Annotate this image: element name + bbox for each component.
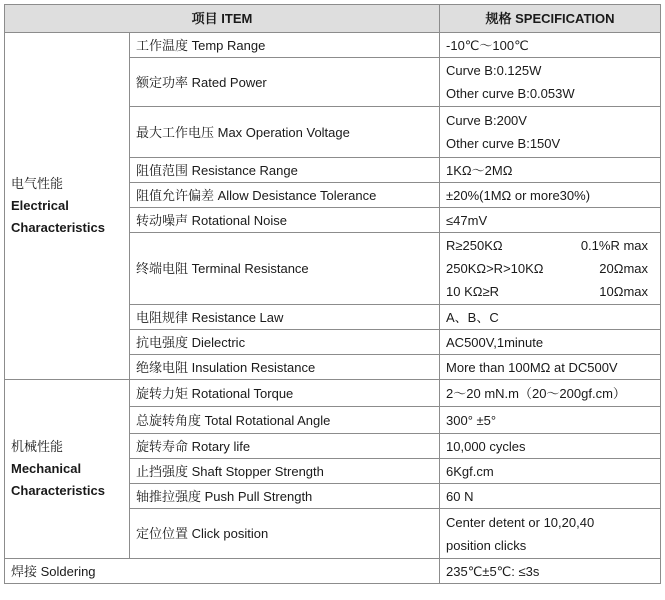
- spec-line: Other curve B:150V: [446, 136, 561, 151]
- item-cell: 轴推拉强度 Push Pull Strength: [130, 484, 440, 509]
- spec-cell: [440, 58, 661, 107]
- spec-cell: [440, 509, 661, 559]
- item-cell: 工作温度 Temp Range: [130, 33, 440, 58]
- item-cell: 额定功率 Rated Power: [130, 58, 440, 107]
- category-en: Mechanical: [11, 461, 82, 476]
- item-cell: 阻值范围 Resistance Range: [130, 158, 440, 183]
- spec-cell: [440, 355, 661, 380]
- spec-cell: [440, 33, 661, 58]
- spec-cell: [440, 380, 661, 407]
- spec-line: AC500V,1minute: [446, 334, 544, 350]
- item-cell: 抗电强度 Dielectric: [130, 330, 440, 355]
- spec-cell: [440, 183, 661, 208]
- category-en: Characteristics: [11, 483, 105, 498]
- spec-line: [446, 234, 654, 257]
- spec-cell: [440, 484, 661, 509]
- spec-line: 6Kgf.cm: [446, 463, 494, 479]
- table-row: [5, 33, 661, 58]
- category-zh: 电气性能: [11, 176, 64, 191]
- spec-line: 235℃±5℃: ≤3s: [446, 563, 540, 579]
- item-cell: 最大工作电压 Max Operation Voltage: [130, 107, 440, 158]
- spec-line: -10℃～100℃: [446, 37, 529, 53]
- category-zh: 机械性能: [11, 439, 64, 454]
- spec-line: [446, 257, 654, 280]
- spec-line: 1KΩ～2MΩ: [446, 162, 513, 178]
- spec-value: 20Ωmax: [599, 261, 649, 276]
- spec-line: 10,000 cycles: [446, 438, 526, 454]
- item-cell: 转动噪声 Rotational Noise: [130, 208, 440, 233]
- item-cell: 绝缘电阻 Insulation Resistance: [130, 355, 440, 380]
- item-cell: 旋转寿命 Rotary life: [130, 434, 440, 459]
- spec-line: ±20%(1MΩ or more30%): [446, 187, 591, 203]
- item-cell: 终端电阻 Terminal Resistance: [130, 233, 440, 305]
- item-cell: 旋转力矩 Rotational Torque: [130, 380, 440, 407]
- spec-line: [446, 280, 654, 303]
- spec-line: position clicks: [446, 537, 527, 553]
- spec-line: Curve B:200V: [446, 113, 527, 128]
- spec-cell: [440, 305, 661, 330]
- spec-condition: R≥250KΩ: [446, 238, 503, 253]
- category-en: Electrical: [11, 198, 69, 213]
- spec-cell: [440, 233, 661, 305]
- spec-line: Other curve B:0.053W: [446, 86, 575, 101]
- spec-cell: [440, 330, 661, 355]
- spec-value: 10Ωmax: [599, 284, 649, 299]
- spec-line: 2～20 mN.m（20～200gf.cm）: [446, 385, 626, 401]
- category-mechanical: [5, 380, 130, 559]
- table-row: [5, 559, 661, 584]
- header-row: [5, 5, 661, 33]
- spec-line: A、B、C: [446, 309, 499, 325]
- spec-cell: [440, 158, 661, 183]
- spec-value: 0.1%R max: [580, 238, 649, 253]
- spec-line: More than 100MΩ at DC500V: [446, 359, 618, 375]
- spec-line: Center detent or 10,20,40: [446, 514, 595, 530]
- header-spec: 规格 SPECIFICATION: [440, 5, 661, 33]
- spec-condition: 10 KΩ≥R: [446, 284, 499, 299]
- item-cell: 定位位置 Click position: [130, 509, 440, 559]
- category-en: Characteristics: [11, 220, 105, 235]
- spec-line: Curve B:0.125W: [446, 63, 542, 78]
- spec-line: 60 N: [446, 488, 474, 504]
- spec-table: [4, 4, 661, 584]
- spec-line: 300° ±5°: [446, 412, 497, 428]
- spec-line: ≤47mV: [446, 212, 488, 228]
- item-cell: 总旋转角度 Total Rotational Angle: [130, 407, 440, 434]
- category-electrical: [5, 33, 130, 380]
- spec-cell: [440, 107, 661, 158]
- spec-cell: [440, 459, 661, 484]
- spec-cell: [440, 434, 661, 459]
- spec-cell: [440, 208, 661, 233]
- spec-cell: [440, 559, 661, 584]
- spec-condition: 250KΩ>R>10KΩ: [446, 261, 544, 276]
- table-row: [5, 380, 661, 407]
- item-cell: 焊接 Soldering: [5, 559, 440, 584]
- item-cell: 电阻规律 Resistance Law: [130, 305, 440, 330]
- header-item: 项目 ITEM: [5, 5, 440, 33]
- spec-cell: [440, 407, 661, 434]
- item-cell: 止挡强度 Shaft Stopper Strength: [130, 459, 440, 484]
- item-cell: 阻值允许偏差 Allow Desistance Tolerance: [130, 183, 440, 208]
